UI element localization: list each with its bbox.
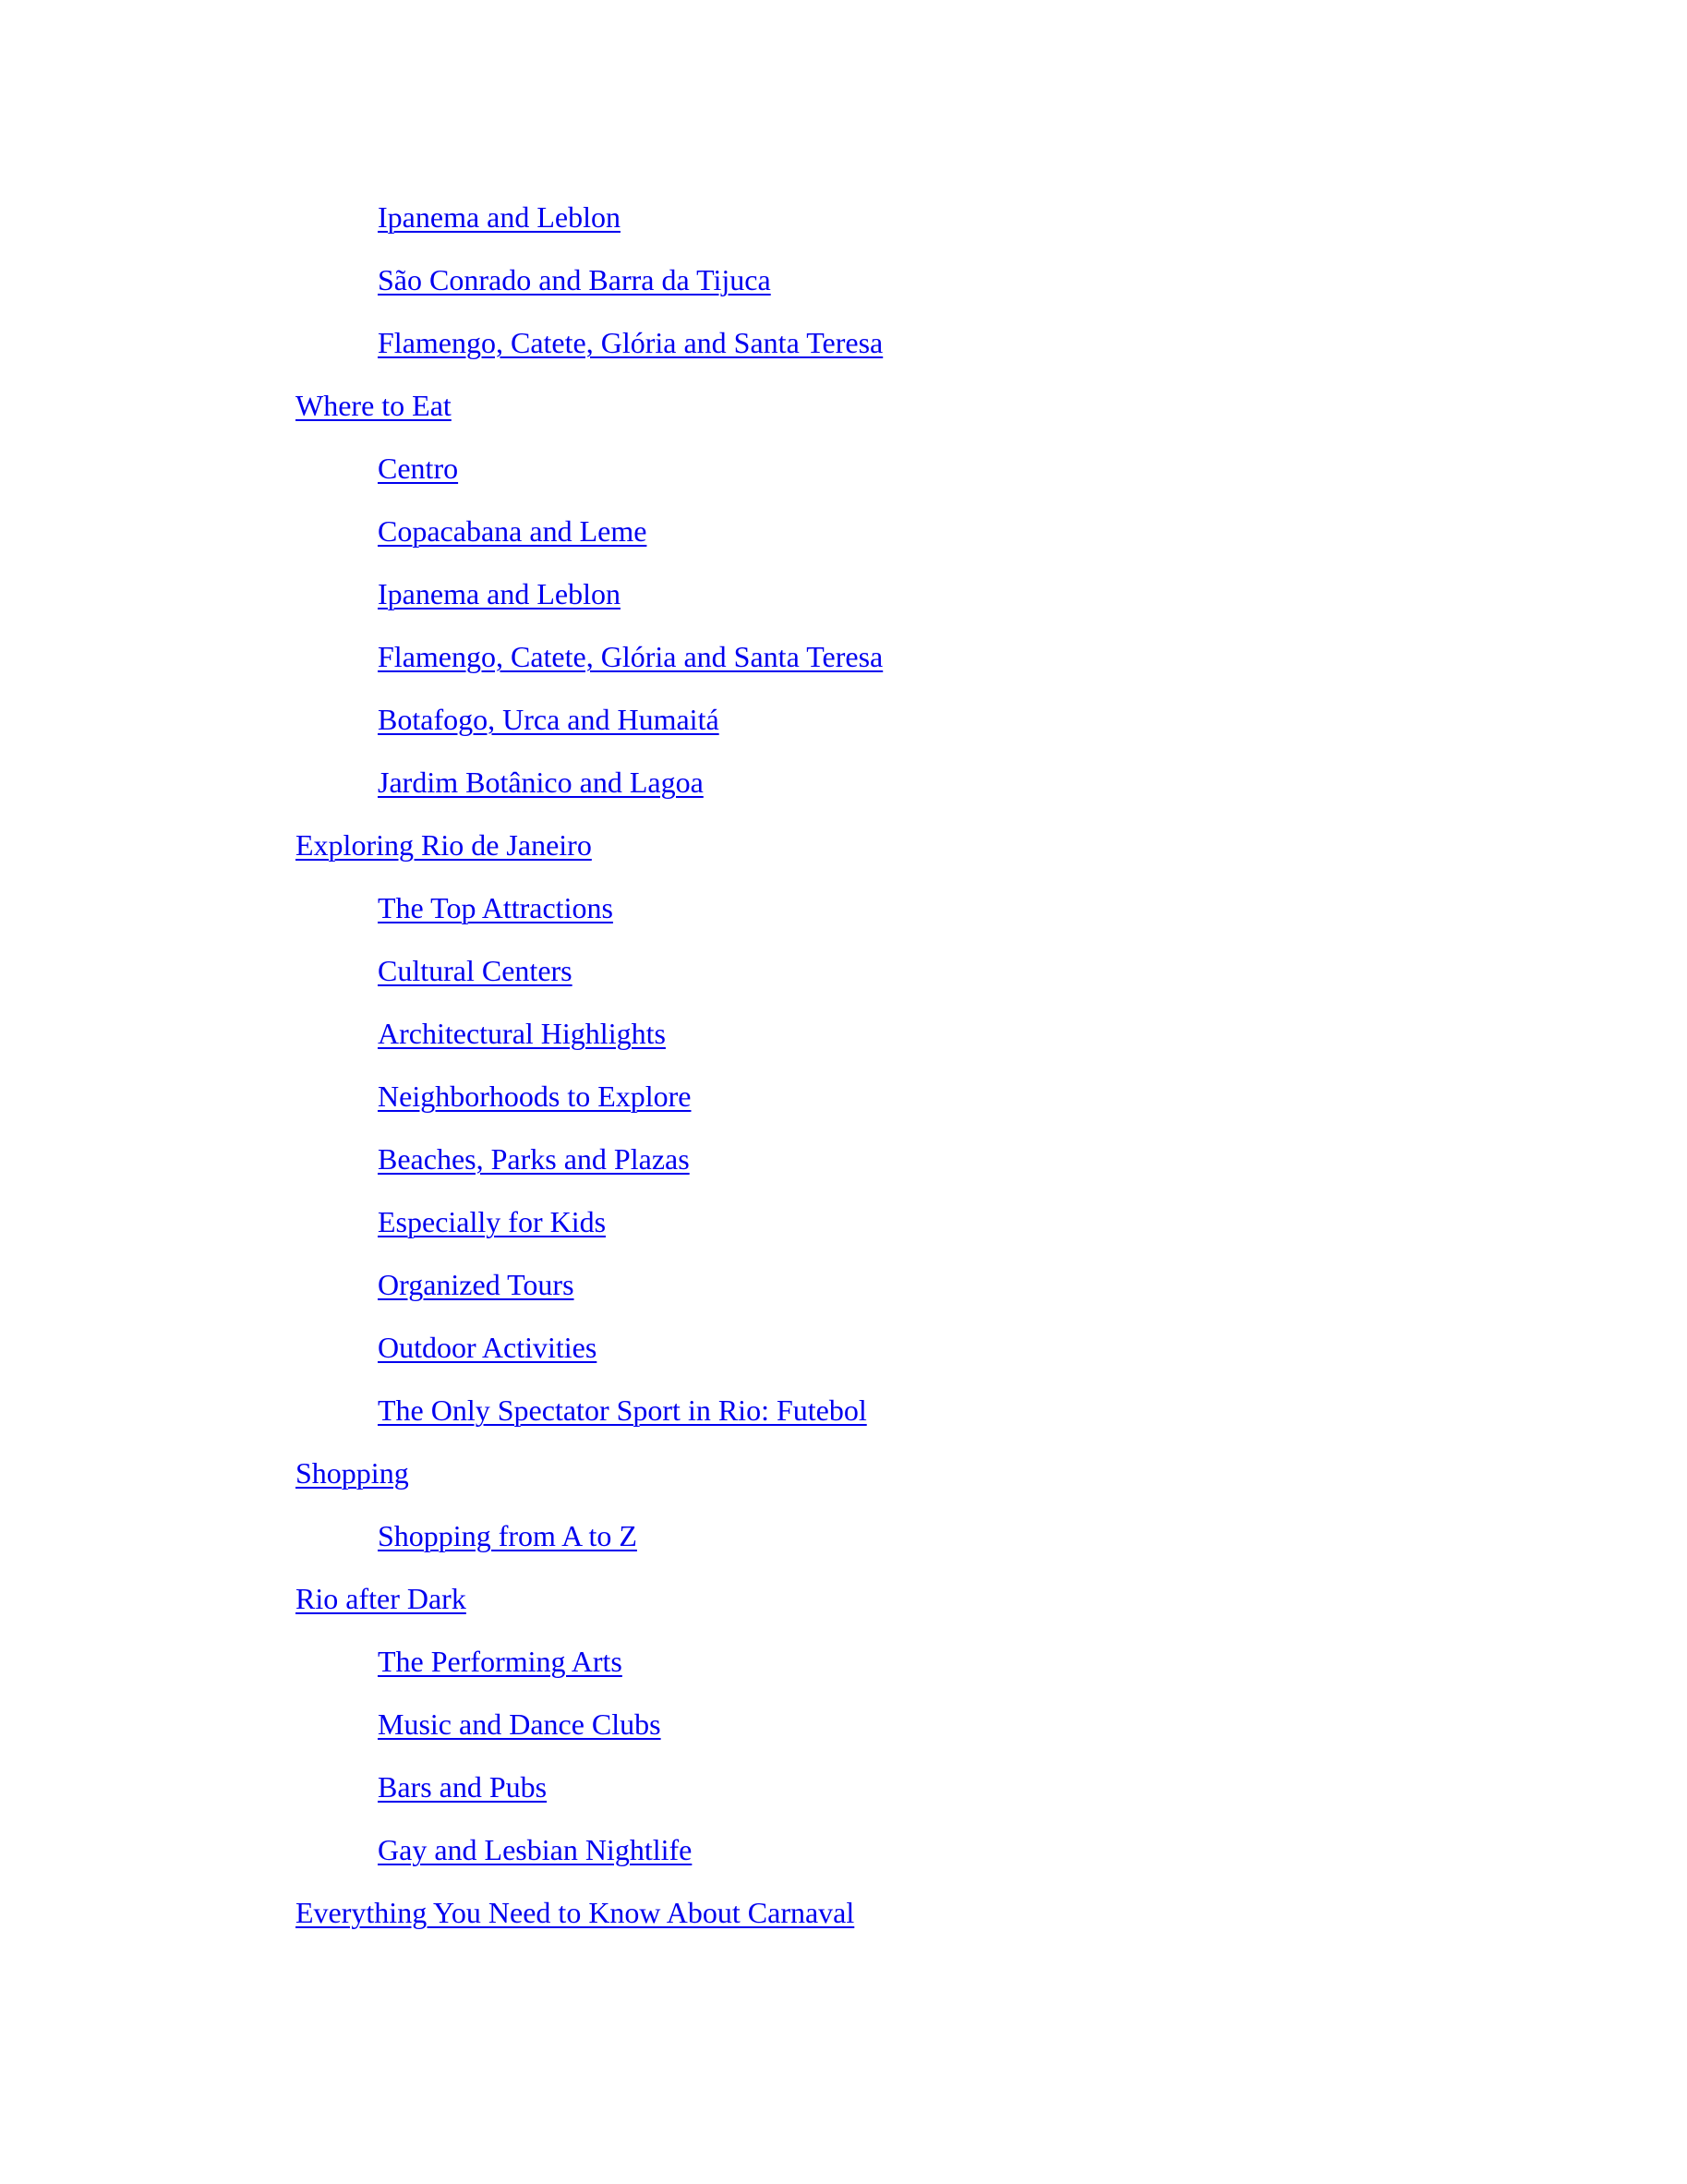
toc-item (0, 500, 1687, 562)
toc-link-eat-ipanema-leblon[interactable]: Ipanema and Leblon (378, 577, 621, 610)
toc-item (0, 625, 1687, 688)
toc-item (0, 1190, 1687, 1253)
toc-item (0, 1881, 1687, 1944)
toc-link-eat-botafogo-urca[interactable]: Botafogo, Urca and Humaitá (378, 703, 719, 736)
toc-link-beaches-parks[interactable]: Beaches, Parks and Plazas (378, 1142, 690, 1176)
toc-item (0, 1253, 1687, 1316)
toc-link-music-dance-clubs[interactable]: Music and Dance Clubs (378, 1707, 661, 1741)
toc-item (0, 374, 1687, 437)
toc-link-carnaval[interactable]: Everything You Need to Know About Carnaval (295, 1896, 855, 1929)
toc-link-eat-flamengo-catete[interactable]: Flamengo, Catete, Glória and Santa Teresa (378, 640, 884, 673)
toc-link-performing-arts[interactable]: The Performing Arts (378, 1645, 622, 1678)
toc-item (0, 1128, 1687, 1190)
toc-link-futebol[interactable]: The Only Spectator Sport in Rio: Futebol (378, 1394, 867, 1427)
toc-item (0, 437, 1687, 500)
toc-item (0, 1567, 1687, 1630)
toc-item (0, 562, 1687, 625)
toc-item (0, 751, 1687, 814)
toc-link-exploring-rio[interactable]: Exploring Rio de Janeiro (295, 828, 592, 862)
toc-item (0, 1630, 1687, 1693)
toc-item (0, 939, 1687, 1002)
toc-item (0, 1504, 1687, 1567)
toc-item (0, 1316, 1687, 1379)
toc-link-bars-pubs[interactable]: Bars and Pubs (378, 1770, 548, 1804)
toc-link-organized-tours[interactable]: Organized Tours (378, 1268, 574, 1301)
toc-link-ipanema-leblon[interactable]: Ipanema and Leblon (378, 200, 621, 234)
toc-link-rio-after-dark[interactable]: Rio after Dark (295, 1582, 466, 1615)
toc-item (0, 876, 1687, 939)
toc-link-where-to-eat[interactable]: Where to Eat (295, 389, 452, 422)
toc-link-architectural-highlights[interactable]: Architectural Highlights (378, 1017, 666, 1050)
toc-item (0, 1818, 1687, 1881)
toc-link-top-attractions[interactable]: The Top Attractions (378, 891, 613, 924)
toc-link-shopping-a-z[interactable]: Shopping from A to Z (378, 1519, 637, 1552)
toc-item (0, 311, 1687, 374)
toc-item (0, 1442, 1687, 1504)
toc-item (0, 186, 1687, 248)
toc-item (0, 1693, 1687, 1756)
toc-link-outdoor-activities[interactable]: Outdoor Activities (378, 1331, 597, 1364)
toc-link-sao-conrado-barra[interactable]: São Conrado and Barra da Tijuca (378, 263, 771, 296)
toc-link-cultural-centers[interactable]: Cultural Centers (378, 954, 572, 987)
toc-item (0, 1065, 1687, 1128)
toc-link-eat-centro[interactable]: Centro (378, 452, 459, 485)
toc-item (0, 1002, 1687, 1065)
toc-item (0, 1379, 1687, 1442)
toc-item (0, 688, 1687, 751)
toc-link-gay-lesbian-nightlife[interactable]: Gay and Lesbian Nightlife (378, 1833, 693, 1866)
toc-link-kids[interactable]: Especially for Kids (378, 1205, 607, 1238)
toc-link-neighborhoods[interactable]: Neighborhoods to Explore (378, 1080, 692, 1113)
toc-link-shopping[interactable]: Shopping (295, 1456, 409, 1490)
table-of-contents (0, 186, 1687, 1944)
toc-item (0, 1756, 1687, 1818)
toc-item (0, 814, 1687, 876)
toc-link-flamengo-catete[interactable]: Flamengo, Catete, Glória and Santa Teresa (378, 326, 884, 359)
toc-link-eat-copacabana-leme[interactable]: Copacabana and Leme (378, 514, 647, 548)
toc-link-eat-jardim-botanico[interactable]: Jardim Botânico and Lagoa (378, 766, 704, 799)
toc-item (0, 248, 1687, 311)
